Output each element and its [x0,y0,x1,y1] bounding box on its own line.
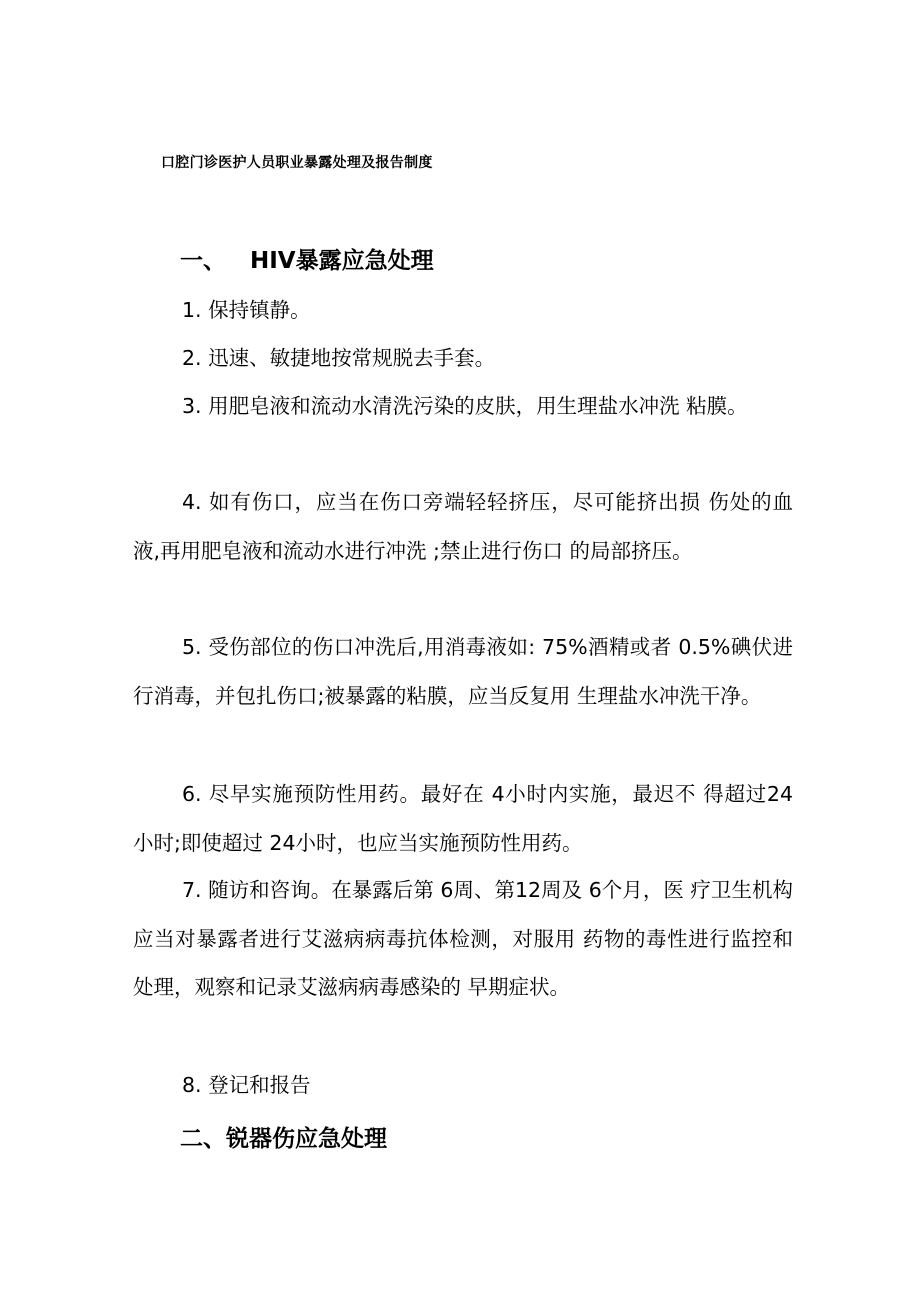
list-item-7: 7. 随访和咨询。在暴露后第 6周、第12周及 6个月，医 疗卫生机构应当对暴露者进行艾滋病病毒抗体检测，对服用 药物的毒性进行监控和处理，观察和记录艾滋病病毒感染的 早期症状。 [133,878,793,999]
section-heading-hiv [180,242,434,275]
section-number: 一、 [180,248,226,274]
list-item-8: 8. 登记和报告 [182,1073,311,1097]
list-item-3: 3. 用肥皂液和流动水清洗污染的皮肤，用生理盐水冲洗 粘膜。 [182,394,748,418]
list-item-2: 2. 迅速、敏捷地按常规脱去手套。 [182,346,496,370]
list-item-5: 5. 受伤部位的伤口冲洗后,用消毒液如: 75%酒精或者 0.5%碘伏进行消毒，并包扎伤口;被暴露的粘膜，应当反复用 生理盐水冲洗干净。 [133,635,793,708]
list-item-4: 4. 如有伤口，应当在伤口旁端轻轻挤压，尽可能挤出损 伤处的血液,再用肥皂液和流动水进行冲洗 ;禁止进行伤口 的局部挤压。 [133,490,793,563]
list-item-6: 6. 尽早实施预防性用药。最好在 4小时内实施，最迟不 得超过24小时;即使超过 24小时，也应当实施预防性用药。 [133,782,793,855]
section-title: HIV暴露应急处理 [250,248,434,274]
document-title: 口腔门诊医护人员职业暴露处理及报告制度 [161,155,433,171]
list-item-1: 1. 保持镇静。 [182,298,311,322]
section-heading-sharps: 二、锐器伤应急处理 [180,1126,387,1152]
